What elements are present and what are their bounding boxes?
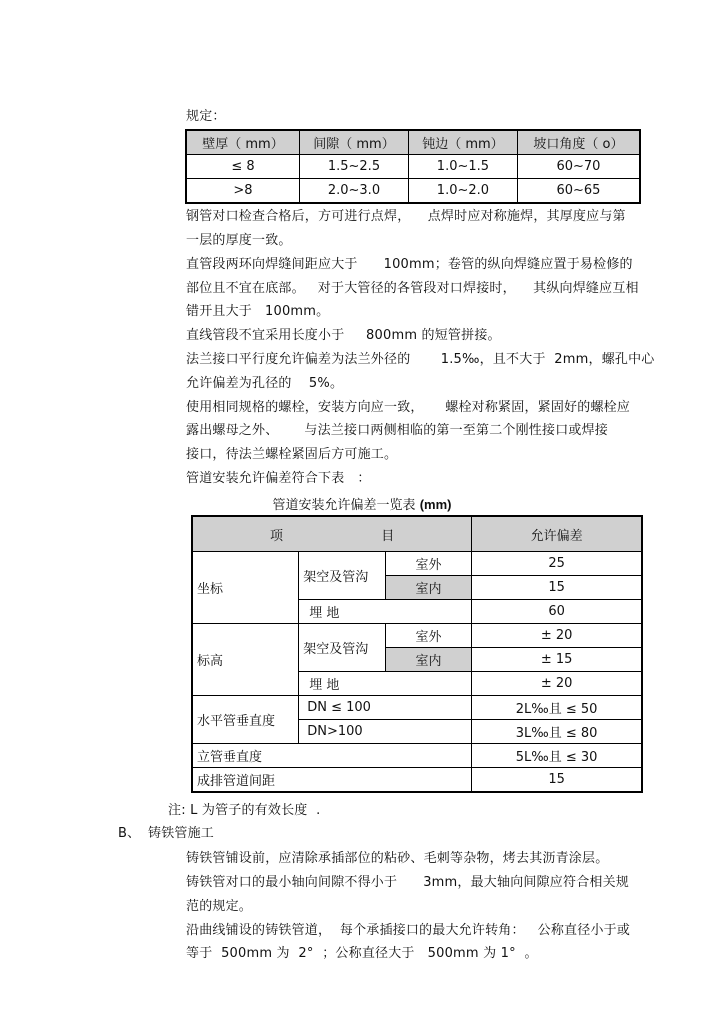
outdoor-cell: 室外 [385,624,472,648]
paragraph-line: 使用相同规格的螺栓，安装方向应一致， 螺栓对称紧固，紧固好的螺栓应 [186,400,631,415]
table-cell: 2.0~3.0 [300,179,409,204]
value-cell: ± 20 [472,624,642,648]
groove-spec-table [185,129,641,204]
paragraph-line: 部位且不宜在底部。 对于大管径的各管段对口焊接时， 其纵向焊缝应互相 [186,281,639,296]
header-item-text-2: 目 [381,528,395,544]
value-cell: 60 [472,600,642,624]
value-cell: 25 [472,552,642,576]
value-cell: 15 [472,768,642,793]
header-item-cell [192,516,472,552]
table-caption-text: 管道安装允许偏差一览表 [272,498,416,513]
section-title: 铸铁管施工 [148,826,215,841]
table-row [186,155,640,179]
header-cell: 钝边（ mm） [408,130,517,155]
paragraph-line: 铸铁管铺设前，应清除承插部位的粘砂、毛刺等杂物，烤去其沥青涂层。 [186,851,609,866]
dn-large-cell: DN>100 [299,720,472,744]
table-cell: 60~65 [517,179,640,204]
coord-cell: 坐标 [192,552,299,624]
paragraph-line: 等于 500mm 为 2° ；公称直径大于 500mm 为 1° 。 [186,946,538,961]
tolerance-table [191,515,643,793]
table-cell: >8 [186,179,300,204]
paragraph-line: 法兰接口平行度允许偏差为法兰外径的 1.5‰，且不大于 2mm，螺孔中心 [186,352,655,367]
paragraph-line: 错开且大于 100mm。 [186,304,330,319]
paragraph-line: 露出螺母之外、 与法兰接口两侧相临的第一至第二个刚性接口或焊接 [186,423,608,438]
table-cell: 1.5~2.5 [300,155,409,179]
value-cell: ± 20 [472,672,642,696]
overhead-cell: 架空及管沟 [299,552,386,600]
value-cell: 2L‰且 ≤ 50 [472,696,642,720]
table-cell: 60~70 [517,155,640,179]
table-caption-unit: (mm) [419,497,452,512]
value-cell: 15 [472,576,642,600]
value-cell: 5L‰且 ≤ 30 [472,744,642,768]
paragraph-line: 接口，待法兰螺栓紧固后方可施工。 [186,447,398,462]
table-row [192,696,642,720]
vert-cell: 立管垂直度 [192,744,472,768]
indoor-cell: 室内 [385,576,472,600]
table-header-row [192,516,642,552]
header-cell: 坡口角度（ o） [517,130,640,155]
paragraph-line: 铸铁管对口的最小轴向间隙不得小于 3mm，最大轴向间隙应符合相关规 [186,875,629,890]
indoor-cell: 室内 [385,648,472,672]
dn-small-cell: DN ≤ 100 [299,696,472,720]
table-note: 注: L 为管子的有效长度 . [168,803,321,818]
value-cell: ± 15 [472,648,642,672]
paragraph-line: 直管段两环向焊缝间距应大于 100mm；卷管的纵向焊缝应置于易检修的 [186,257,633,272]
table-row [192,744,642,768]
buried-cell: 埋 地 [299,672,472,696]
intro-text: 规定： [186,109,226,124]
header-tol-cell: 允许偏差 [472,516,642,552]
table-row [192,624,642,648]
paragraph-line: 直线管段不宜采用长度小于 800mm 的短管拼接。 [186,328,501,343]
overhead-cell: 架空及管沟 [299,624,386,672]
table-row [192,768,642,793]
paragraph-line: 一层的厚度一致。 [186,233,292,248]
paragraph-line: 允许偏差为孔径的 5%。 [186,376,344,391]
value-cell: 3L‰且 ≤ 80 [472,720,642,744]
section-marker: B、 [118,826,141,841]
paragraph-line: 钢管对口检查合格后，方可进行点焊， 点焊时应对称施焊，其厚度应与第 [186,209,626,224]
table-cell: 1.0~2.0 [408,179,517,204]
paragraph-line: 沿曲线铺设的铸铁管道， 每个承插接口的最大允许转角： 公称直径小于或 [186,923,631,938]
paragraph-line: 范的规定。 [186,899,253,914]
header-item-text-1: 项 [269,528,283,544]
elev-cell: 标高 [192,624,299,696]
header-cell: 间隙（ mm） [300,130,409,155]
paragraph-line: 管道安装允许偏差符合下表 ： [186,471,371,486]
table-header-row [186,130,640,155]
spacing-cell: 成排管道间距 [192,768,472,793]
table-cell: ≤ 8 [186,155,300,179]
horiz-cell: 水平管垂直度 [192,696,299,744]
buried-cell: 埋 地 [299,600,472,624]
table-row [186,179,640,204]
table-row [192,552,642,576]
table-caption [0,494,724,513]
table-cell: 1.0~1.5 [408,155,517,179]
header-cell: 壁厚（ mm） [186,130,300,155]
outdoor-cell: 室外 [385,552,472,576]
